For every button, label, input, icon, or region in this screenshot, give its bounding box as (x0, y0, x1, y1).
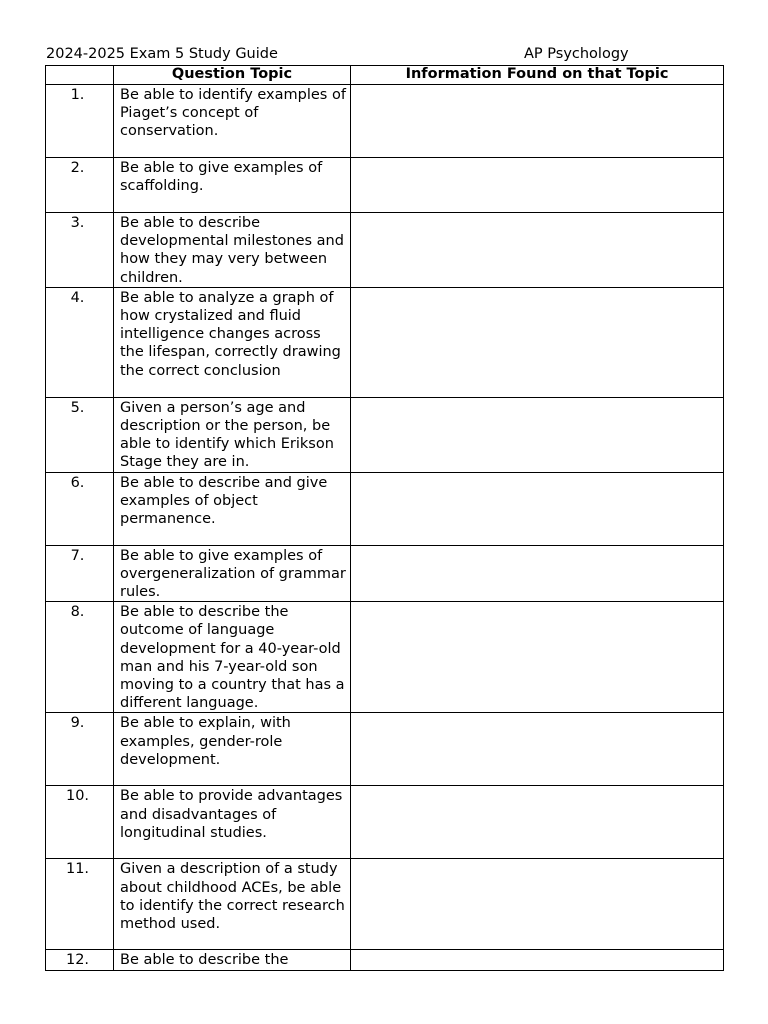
table-row (46, 950, 724, 970)
information-cell[interactable] (351, 713, 724, 786)
information-cell[interactable] (351, 397, 724, 472)
row-number: 2. (46, 158, 114, 213)
information-cell[interactable] (351, 158, 724, 213)
row-number: 8. (46, 602, 114, 713)
question-topic: Be able to analyze a graph of how crystalized and fluid intelligence changes across the lifespan, correctly drawing the correct conclusion (114, 287, 351, 397)
question-topic: Be able to provide advantages and disadvantages of longitudinal studies. (114, 786, 351, 859)
row-number: 6. (46, 472, 114, 545)
question-topic: Be able to describe developmental milestones and how they may very between children. (114, 213, 351, 288)
table-row (46, 786, 724, 859)
row-number: 12. (46, 950, 114, 970)
information-cell[interactable] (351, 786, 724, 859)
question-topic: Be able to give examples of overgeneralization of grammar rules. (114, 545, 351, 602)
table-row (46, 602, 724, 713)
row-number: 10. (46, 786, 114, 859)
information-cell[interactable] (351, 85, 724, 158)
question-topic-header: Question Topic (114, 66, 351, 85)
information-header: Information Found on that Topic (351, 66, 724, 85)
information-cell[interactable] (351, 472, 724, 545)
information-cell[interactable] (351, 859, 724, 950)
information-cell[interactable] (351, 213, 724, 288)
question-topic: Be able to describe the (114, 950, 351, 970)
information-cell[interactable] (351, 950, 724, 970)
question-topic: Be able to describe the outcome of language development for a 40-year-old man and his 7-year-old son moving to a country that has a different language. (114, 602, 351, 713)
document-title: 2024-2025 Exam 5 Study Guide (46, 46, 278, 62)
page-header (46, 45, 722, 65)
study-guide-table (45, 65, 724, 971)
row-number: 5. (46, 397, 114, 472)
row-number: 11. (46, 859, 114, 950)
question-topic: Be able to explain, with examples, gender-role development. (114, 713, 351, 786)
table-row (46, 158, 724, 213)
information-cell[interactable] (351, 287, 724, 397)
table-row (46, 397, 724, 472)
question-topic: Given a person’s age and description or the person, be able to identify which Erikson Stage they are in. (114, 397, 351, 472)
table-row (46, 472, 724, 545)
row-number: 4. (46, 287, 114, 397)
table-row (46, 213, 724, 288)
information-cell[interactable] (351, 602, 724, 713)
table-row (46, 85, 724, 158)
question-topic: Be able to describe and give examples of object permanence. (114, 472, 351, 545)
course-name: AP Psychology (524, 46, 629, 62)
row-number: 1. (46, 85, 114, 158)
table-row (46, 287, 724, 397)
row-number: 9. (46, 713, 114, 786)
table-row (46, 713, 724, 786)
question-topic: Be able to give examples of scaffolding. (114, 158, 351, 213)
row-number: 3. (46, 213, 114, 288)
table-row (46, 545, 724, 602)
question-topic: Given a description of a study about childhood ACEs, be able to identify the correct research method used. (114, 859, 351, 950)
question-topic: Be able to identify examples of Piaget’s concept of conservation. (114, 85, 351, 158)
row-number: 7. (46, 545, 114, 602)
table-header-row (46, 66, 724, 85)
number-column-header (46, 66, 114, 85)
information-cell[interactable] (351, 545, 724, 602)
table-row (46, 859, 724, 950)
